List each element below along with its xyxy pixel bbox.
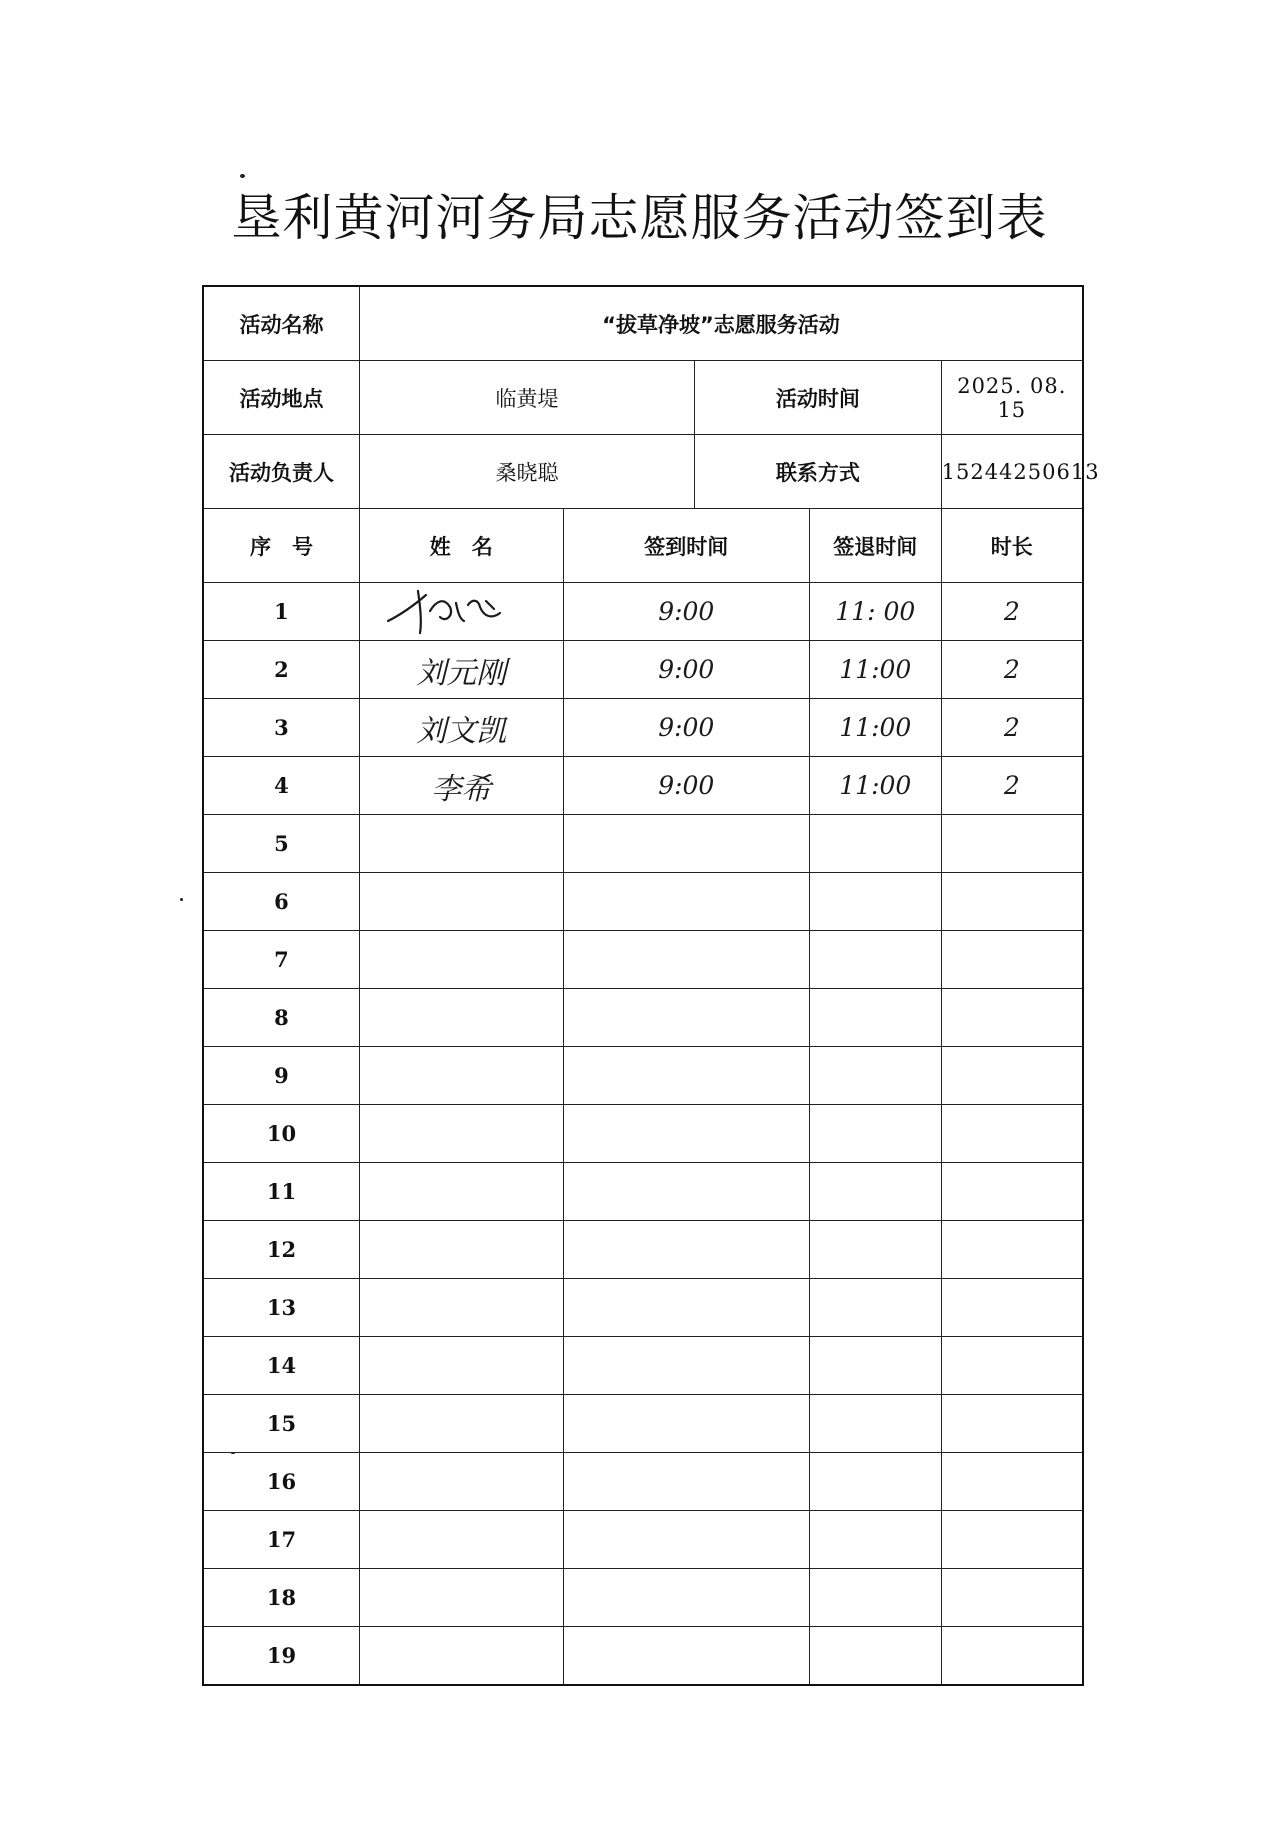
sign-in-time: 9:00 [658, 771, 715, 800]
sign-in-cell[interactable] [563, 931, 809, 989]
table-row [203, 1221, 1083, 1279]
name-cell [359, 583, 563, 641]
duration-cell[interactable] [941, 989, 1083, 1047]
table-row [203, 1569, 1083, 1627]
duration-cell[interactable] [941, 873, 1083, 931]
row-index: 14 [203, 1337, 359, 1395]
sign-out-cell [809, 757, 941, 815]
name-cell[interactable] [359, 1279, 563, 1337]
sign-out-cell[interactable] [809, 1105, 941, 1163]
name-cell[interactable] [359, 989, 563, 1047]
row-index: 11 [203, 1163, 359, 1221]
table-row [203, 873, 1083, 931]
sign-in-cell[interactable] [563, 1337, 809, 1395]
sign-out-cell[interactable] [809, 1337, 941, 1395]
sign-in-cell[interactable] [563, 1221, 809, 1279]
activity-name-label: 活动名称 [203, 286, 359, 361]
sign-in-cell[interactable] [563, 873, 809, 931]
row-index: 1 [203, 583, 359, 641]
sign-out-cell[interactable] [809, 1569, 941, 1627]
sign-in-cell[interactable] [563, 1627, 809, 1686]
duration-cell [941, 641, 1083, 699]
sign-in-cell[interactable] [563, 1047, 809, 1105]
name-cell[interactable] [359, 931, 563, 989]
sign-in-time: 9:00 [658, 713, 715, 742]
sign-in-cell[interactable] [563, 815, 809, 873]
name-cell[interactable] [359, 1627, 563, 1686]
column-header-row [203, 509, 1083, 583]
sign-out-cell [809, 583, 941, 641]
activity-time-value: 2025. 08. 15 [941, 361, 1083, 435]
sign-in-cell[interactable] [563, 1163, 809, 1221]
sign-out-cell[interactable] [809, 1395, 941, 1453]
row-index: 17 [203, 1511, 359, 1569]
name-cell[interactable] [359, 1221, 563, 1279]
sign-out-cell [809, 699, 941, 757]
duration-cell[interactable] [941, 815, 1083, 873]
activity-location-label: 活动地点 [203, 361, 359, 435]
sign-in-cell[interactable] [563, 1395, 809, 1453]
column-header-sign-in: 签到时间 [563, 509, 809, 583]
row-index: 4 [203, 757, 359, 815]
table-row [203, 1395, 1083, 1453]
name-cell[interactable] [359, 815, 563, 873]
duration-cell[interactable] [941, 1105, 1083, 1163]
duration-cell[interactable] [941, 1395, 1083, 1453]
row-index: 5 [203, 815, 359, 873]
handwritten-signature [360, 583, 541, 640]
duration-cell[interactable] [941, 1221, 1083, 1279]
row-index: 12 [203, 1221, 359, 1279]
row-index: 15 [203, 1395, 359, 1453]
sign-out-cell[interactable] [809, 1163, 941, 1221]
duration-cell[interactable] [941, 931, 1083, 989]
table-row [203, 815, 1083, 873]
duration-cell[interactable] [941, 1047, 1083, 1105]
column-header-duration: 时长 [941, 509, 1083, 583]
row-index: 10 [203, 1105, 359, 1163]
activity-location-row [203, 361, 1083, 435]
handwritten-name: 刘文凯 [416, 713, 507, 749]
table-row [203, 699, 1083, 757]
activity-location-value: 临黄堤 [359, 361, 694, 435]
sign-out-cell[interactable] [809, 1047, 941, 1105]
table-row [203, 1337, 1083, 1395]
duration-cell [941, 583, 1083, 641]
name-cell[interactable] [359, 873, 563, 931]
sign-in-table [202, 285, 1100, 1686]
sign-out-cell[interactable] [809, 1627, 941, 1686]
document-title: 垦利黄河河务局志愿服务活动签到表 [231, 189, 1048, 247]
row-index: 2 [203, 641, 359, 699]
sign-in-time: 9:00 [658, 655, 715, 684]
paper-speck [180, 898, 183, 901]
duration-value: 2 [1003, 713, 1020, 742]
activity-name-row [203, 286, 1083, 361]
activity-leader-value: 桑晓聪 [359, 435, 694, 509]
sign-in-cell [563, 641, 809, 699]
row-index: 16 [203, 1453, 359, 1511]
duration-value: 2 [1003, 597, 1020, 626]
contact-value: 15244250613 [941, 435, 1083, 509]
table-row [203, 1453, 1083, 1511]
sign-in-cell [563, 583, 809, 641]
row-index: 9 [203, 1047, 359, 1105]
sign-out-cell[interactable] [809, 989, 941, 1047]
duration-cell[interactable] [941, 1569, 1083, 1627]
sign-out-time: 11:00 [839, 713, 912, 742]
name-cell[interactable] [359, 1337, 563, 1395]
activity-name-value: “拔草净坡”志愿服务活动 [359, 286, 1083, 361]
name-cell[interactable] [359, 1569, 563, 1627]
sign-out-cell [809, 641, 941, 699]
table-row [203, 1511, 1083, 1569]
name-cell[interactable] [359, 1163, 563, 1221]
sign-out-time: 11:00 [839, 655, 912, 684]
name-cell[interactable] [359, 1511, 563, 1569]
name-cell [359, 699, 563, 757]
sign-out-time: 11: 00 [835, 597, 916, 626]
handwritten-name: 李希 [431, 771, 492, 807]
sign-in-cell[interactable] [563, 1279, 809, 1337]
duration-value: 2 [1003, 655, 1020, 684]
activity-time-label: 活动时间 [695, 361, 941, 435]
row-index: 7 [203, 931, 359, 989]
sign-out-cell[interactable] [809, 1221, 941, 1279]
table-row [203, 1163, 1083, 1221]
row-index: 6 [203, 873, 359, 931]
table-row [203, 931, 1083, 989]
name-cell [359, 757, 563, 815]
sign-out-cell[interactable] [809, 931, 941, 989]
sign-out-cell[interactable] [809, 873, 941, 931]
table-row [203, 989, 1083, 1047]
column-header-index: 序 号 [203, 509, 359, 583]
table-row [203, 583, 1083, 641]
table-row [203, 1627, 1083, 1686]
column-header-name: 姓 名 [359, 509, 563, 583]
sign-out-cell[interactable] [809, 1511, 941, 1569]
column-header-sign-out: 签退时间 [809, 509, 941, 583]
sign-in-cell[interactable] [563, 1511, 809, 1569]
table-row [203, 641, 1083, 699]
duration-cell[interactable] [941, 1627, 1083, 1686]
duration-cell[interactable] [941, 1453, 1083, 1511]
duration-value: 2 [1003, 771, 1020, 800]
name-cell[interactable] [359, 1047, 563, 1105]
sign-in-cell[interactable] [563, 1453, 809, 1511]
table-row [203, 757, 1083, 815]
activity-leader-row [203, 435, 1083, 509]
sign-out-time: 11:00 [839, 771, 912, 800]
sign-out-cell[interactable] [809, 1453, 941, 1511]
table-row [203, 1047, 1083, 1105]
row-index: 8 [203, 989, 359, 1047]
duration-cell [941, 757, 1083, 815]
row-index: 13 [203, 1279, 359, 1337]
sign-in-cell[interactable] [563, 1569, 809, 1627]
activity-leader-label: 活动负责人 [203, 435, 359, 509]
sign-out-cell[interactable] [809, 1279, 941, 1337]
sign-in-cell[interactable] [563, 989, 809, 1047]
sign-in-time: 9:00 [658, 597, 715, 626]
sign-in-cell [563, 699, 809, 757]
duration-cell [941, 699, 1083, 757]
contact-label: 联系方式 [695, 435, 941, 509]
name-cell [359, 641, 563, 699]
table-row [203, 1105, 1083, 1163]
name-cell[interactable] [359, 1105, 563, 1163]
duration-cell[interactable] [941, 1163, 1083, 1221]
sign-out-cell[interactable] [809, 815, 941, 873]
name-cell[interactable] [359, 1453, 563, 1511]
sign-in-cell [563, 757, 809, 815]
table-row [203, 1279, 1083, 1337]
name-cell[interactable] [359, 1395, 563, 1453]
duration-cell[interactable] [941, 1337, 1083, 1395]
row-index: 3 [203, 699, 359, 757]
duration-cell[interactable] [941, 1511, 1083, 1569]
sign-in-cell[interactable] [563, 1105, 809, 1163]
handwritten-name: 刘元刚 [416, 655, 507, 691]
row-index: 18 [203, 1569, 359, 1627]
duration-cell[interactable] [941, 1279, 1083, 1337]
row-index: 19 [203, 1627, 359, 1686]
